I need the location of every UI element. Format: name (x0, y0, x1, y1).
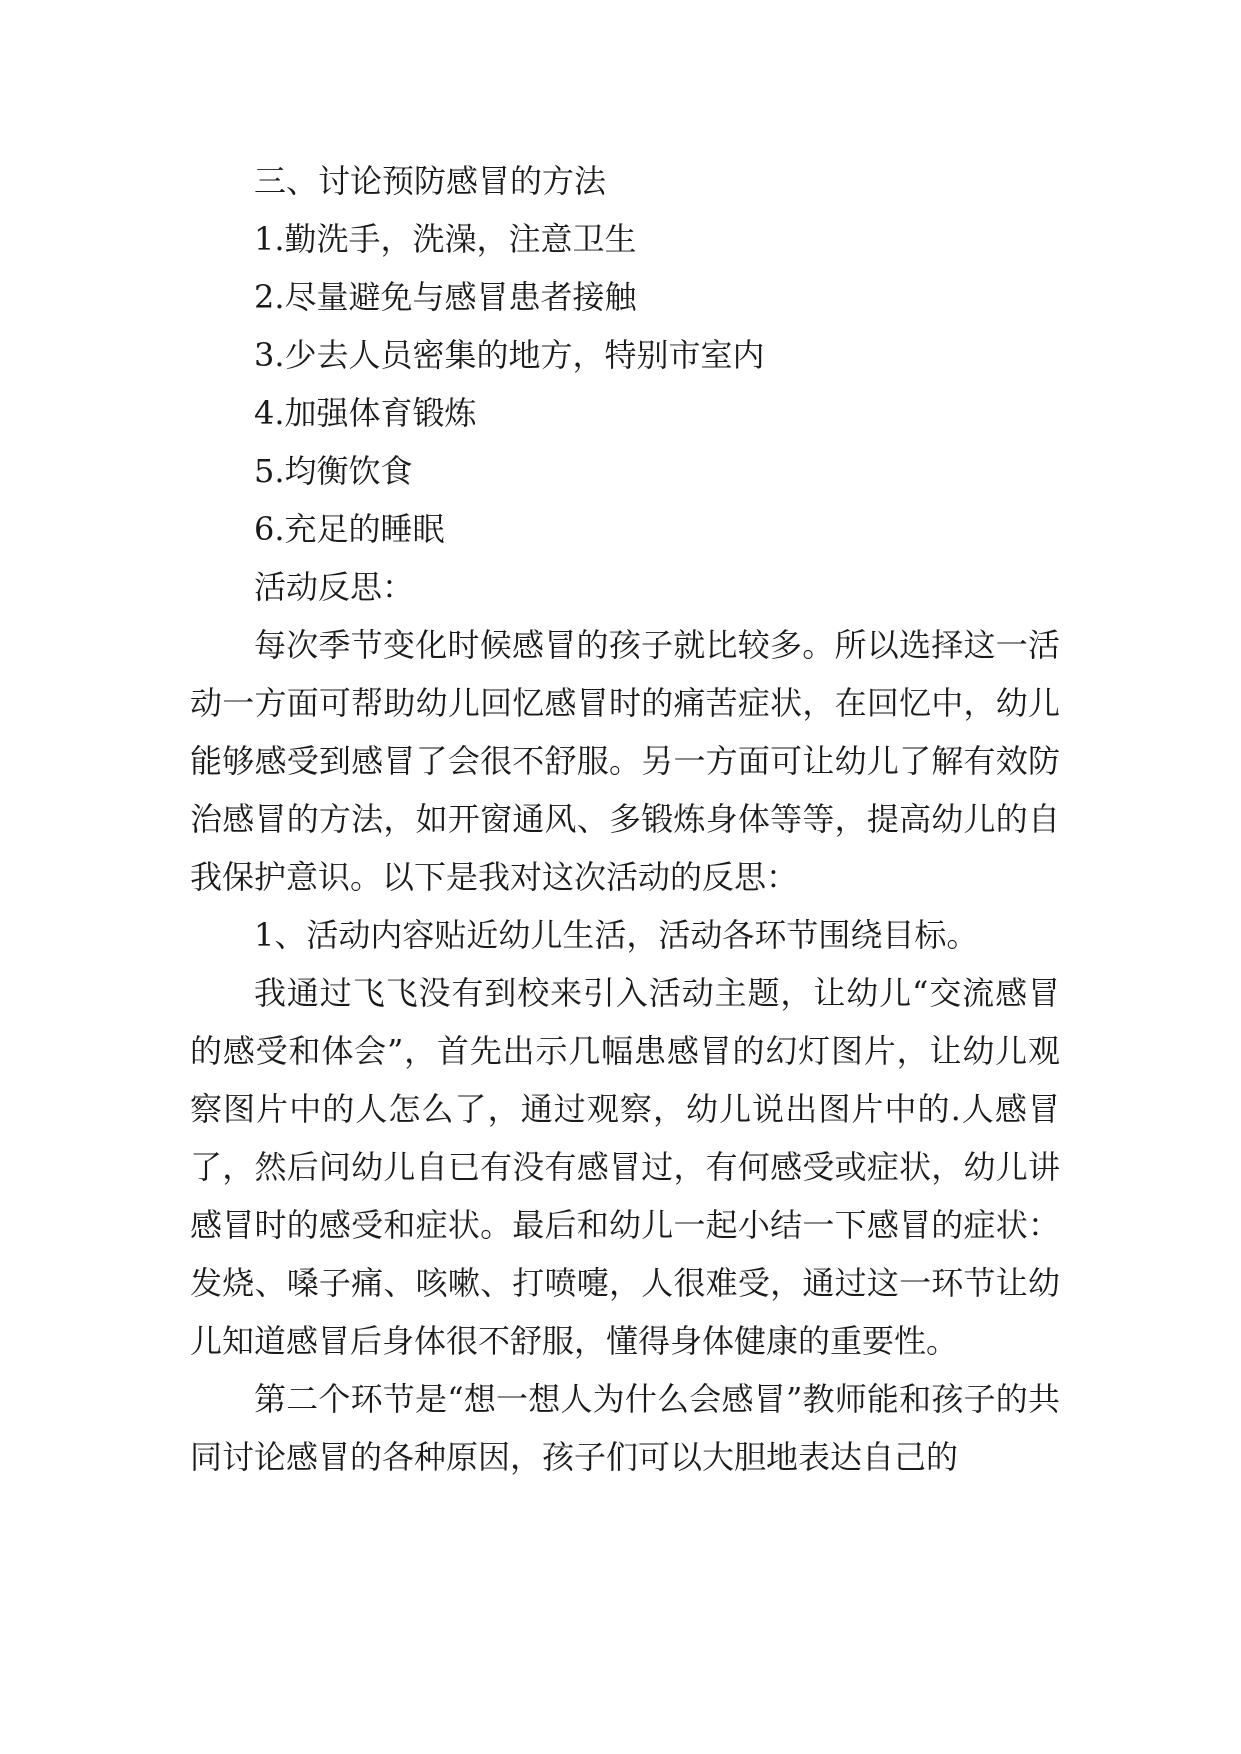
method-item-6: 6.充足的睡眠 (254, 510, 445, 548)
method-item-2: 2.尽量避免与感冒患者接触 (254, 278, 637, 316)
method-item-1: 1.勤洗手，洗澡，注意卫生 (254, 220, 637, 258)
method-item-4: 4.加强体育锻炼 (254, 394, 477, 432)
reflection-paragraph-second-step: 第二个环节是“想一想人为什么会感冒”教师能和孩子的共同讨论感冒的各种原因，孩子们可以大胆地表达自己的 (190, 1380, 1060, 1476)
method-item-5: 5.均衡饮食 (254, 452, 413, 490)
reflection-paragraph-detail: 我通过飞飞没有到校来引入活动主题，让幼儿“交流感冒的感受和体会”，首先出示几幅患感冒的幻灯图片，让幼儿观察图片中的人怎么了，通过观察，幼儿说出图片中的.人感冒了，然后问幼儿自已有没有感冒过，有何感受或症状，幼儿讲感冒时的感受和症状。最后和幼儿一起小结一下感冒的症状：发烧、嗓子痛、咳嗽、打喷嚏，人很难受，通过这一环节让幼儿知道感冒后身体很不舒服，懂得身体健康的重要性。 (190, 974, 1060, 1360)
reflection-point-1: 1、活动内容贴近幼儿生活，活动各环节围绕目标。 (254, 916, 979, 954)
reflection-heading: 活动反思： (254, 568, 415, 606)
section-heading: 三、讨论预防感冒的方法 (254, 162, 607, 200)
document-body (190, 152, 1060, 1486)
method-item-3: 3.少去人员密集的地方，特别市室内 (254, 336, 765, 374)
reflection-paragraph-intro: 每次季节变化时候感冒的孩子就比较多。所以选择这一活动一方面可帮助幼儿回忆感冒时的痛苦症状，在回忆中，幼儿能够感受到感冒了会很不舒服。另一方面可让幼儿了解有效防治感冒的方法，如开窗通风、多锻炼身体等等，提高幼儿的自我保护意识。以下是我对这次活动的反思： (190, 626, 1060, 896)
